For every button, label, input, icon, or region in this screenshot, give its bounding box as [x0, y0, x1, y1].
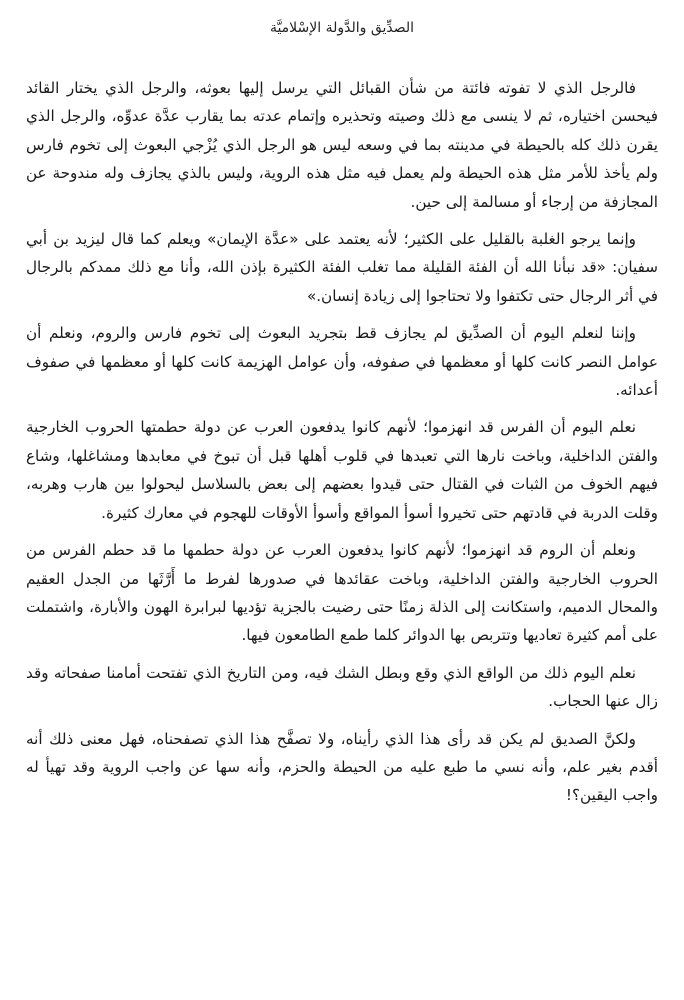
running-title: الصدِّيق والدَّولة الإسْلاميَّة: [269, 20, 415, 36]
paragraph-2: وإنما يرجو الغلبة بالقليل على الكثير؛ لأنه يعتمد على «عدَّة الإيمان» ويعلم كما قال ليزيد بن أبي سفيان: «قد نبأنا الله أن الفئة القليلة مما تغلب الفئة الكثيرة بإذن الله، وأنا مع ذلك ممدكم بالرجال في أثر الرجال حتى تكتفوا ولا تحتاجوا إلى زيادة إنسان.»: [26, 230, 658, 305]
paragraph-4: نعلم اليوم أن الفرس قد انهزموا؛ لأنهم كانوا يدفعون العرب عن دولة حطمتها الحروب الخارجية والفتن الداخلية، وباخت نارها التي تعبدها في قلوب أهلها قبل أن تبوخ في معابدها ومشاغلها، وشاع فيهم الخوف من الثبات في القتال حتى قيدوا بعضهم إلى بعض بالسلاسل ليحولوا بين هارب وهربه، وقلت الدربة في قادتهم حتى تخيروا أسوأ المواقع وأسوأ الأوقات للهجوم في معارك كثيرة.: [26, 418, 658, 522]
paragraph-5: ونعلم أن الروم قد انهزموا؛ لأنهم كانوا يدفعون العرب عن دولة حطمها ما قد حطم الفرس من الحروب الخارجية والفتن الداخلية، وباخت عقائدها في صدورها لفرط ما أَرَّثَها من الجدل العقيم والمحال الدميم، واستكانت إلى الذلة زمنًا حتى رضيت بالجزية تؤديها لبرابرة الهون والأبارة، واشتملت على أمم كثيرة تعاديها وتتربص بها الدوائر كلما طمع الطامعون فيها.: [26, 541, 658, 645]
paragraph-7: ولكنَّ الصديق لم يكن قد رأى هذا الذي رأيناه، ولا تصفَّح هذا الذي تصفحناه، فهل معنى ذلك أنه أقدم بغير علم، وأنه نسي ما طبع عليه من الحيطة والحزم، وأنه سها عن واجب الروية وقد تهيأ له واجب اليقين؟!: [26, 729, 658, 805]
paragraph-6: نعلم اليوم ذلك من الواقع الذي وقع وبطل الشك فيه، ومن التاريخ الذي تفتحت أمامنا صفحاته وقد زال عنها الحجاب.: [26, 663, 658, 711]
paragraph-1: فالرجل الذي لا تفوته فائتة من شأن القبائل التي يرسل إليها بعوثه، والرجل الذي يختار القائد فيحسن اختياره، ثم لا ينسى مع ذلك وصيته وتحذيره وإتمام عدته بما يقارب عدَّة عدوِّه، والرجل الذي يقرن ذلك كله بالحيطة في مدينته بما في وسعه ليس هو الرجل الذي يُزْجي البعوث إلى تخوم فارس ولم يأخذ للأمر مثل هذه الحيطة ولم يعمل فيه مثل هذه الروية، وليس بالذي يجازف وله مندوحة عن المجازفة من إرجاء أو مسالمة إلى حين.: [26, 79, 658, 211]
text-body: [26, 74, 658, 819]
paragraph-3: وإننا لنعلم اليوم أن الصدِّيق لم يجازف قط بتجريد البعوث إلى تخوم فارس والروم، ونعلم أن عوامل النصر كانت كلها أو معظمها في صفوفه، وأن عوامل الهزيمة كانت كلها أو معظمها في صفوف أعدائه.: [26, 324, 658, 400]
